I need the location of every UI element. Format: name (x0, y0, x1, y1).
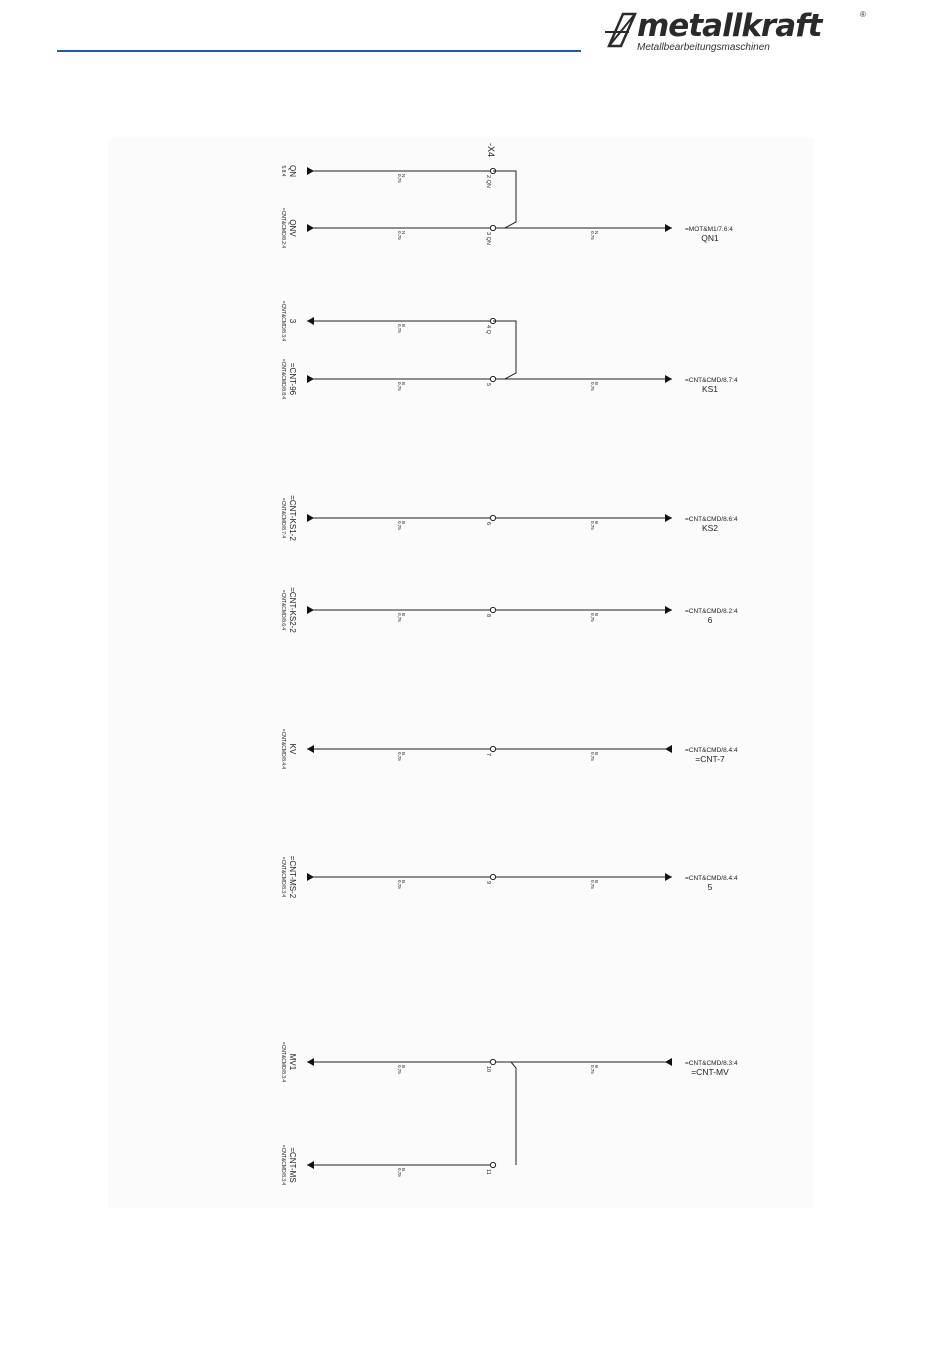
wire-color-right: B (594, 521, 599, 525)
source-ref: =CNT&CMD/8.3:4 (280, 856, 286, 898)
source-ref: 5.8:4 (280, 165, 286, 177)
source-label: =CNT-96 (288, 362, 297, 396)
terminal-node (490, 1162, 495, 1167)
source-ref: =CNT&CMD/8.2:4 (280, 207, 286, 249)
wire-color-left: B (401, 521, 406, 525)
terminal-number: 6 (485, 522, 491, 526)
wire-gauge-left: 0,75 (397, 1168, 402, 1177)
wire-color-right: B (594, 880, 599, 884)
wire-color-right: B (594, 1065, 599, 1069)
dest-label: KS2 (701, 523, 719, 533)
wire-color-left: B (401, 752, 406, 756)
terminal-node (490, 607, 495, 612)
source-label: MV1 (288, 1053, 297, 1071)
terminal-node (490, 746, 495, 751)
dest-ref: =CNT&CMD/8.2:4 (685, 608, 738, 615)
wire-gauge-left: 0,75 (397, 1065, 402, 1074)
wire-color-left: B (401, 324, 406, 328)
dest-label: QN1 (701, 233, 719, 243)
dest-ref: =CNT&CMD/8.7:4 (685, 377, 738, 384)
terminal-number: 4 Q (485, 325, 491, 334)
wire-gauge-right: 0,75 (590, 521, 595, 530)
source-ref: =CNT&CMD/8.8:4 (280, 358, 286, 400)
terminal-number: 2 QN (485, 175, 491, 188)
dest-label: KS1 (701, 384, 719, 394)
logo-registered-mark: ® (860, 10, 866, 19)
wire-gauge-left: 0,75 (397, 752, 402, 761)
dest-label: 6 (707, 615, 713, 625)
terminal-number: 5 (485, 383, 491, 387)
source-label: KV (288, 743, 297, 755)
dest-ref: =CNT&CMD/8.4:4 (685, 747, 738, 754)
terminal-node (490, 225, 495, 230)
wire-gauge-right: 0,75 (590, 1065, 595, 1074)
wire-color-left: N (401, 174, 406, 178)
wire-gauge-right: 0,75 (590, 231, 595, 240)
terminal-node (490, 874, 495, 879)
source-label: =CNT-KS2-2 (288, 587, 297, 633)
wire-color-left: B (401, 382, 406, 386)
wire-gauge-left: 0,75 (397, 880, 402, 889)
dest-ref: =CNT&CMD/8.6:4 (685, 516, 738, 523)
dest-label: =CNT-7 (695, 754, 725, 764)
terminal-number: 11 (485, 1169, 491, 1175)
terminal-number: 3 QN (485, 232, 491, 245)
logo-tagline: Metallbearbeitungsmaschinen (637, 42, 770, 53)
terminal-number: 9 (485, 881, 491, 885)
wire-gauge-right: 0,75 (590, 880, 595, 889)
wire-gauge-left: 0,75 (397, 382, 402, 391)
diagram-panel (108, 138, 814, 1208)
wire-color-right: N (594, 231, 599, 235)
wire-color-left: B (401, 880, 406, 884)
wire-color-left: B (401, 613, 406, 617)
wire-color-left: B (401, 1168, 406, 1172)
wire-gauge-left: 0,75 (397, 174, 402, 183)
source-ref: =CNT&CMD/8.6:4 (280, 589, 286, 631)
source-label: =CNT-KS1-2 (288, 495, 297, 541)
wire-color-right: B (594, 613, 599, 617)
dest-label: =CNT-MV (691, 1067, 729, 1077)
dest-ref: =CNT&CMD/8.4:4 (685, 875, 738, 882)
wire-color-left: B (401, 1065, 406, 1069)
terminal-number: 8 (485, 614, 491, 618)
dest-ref: =MOT&M1/7.6:4 (685, 226, 733, 233)
wire-color-left: N (401, 231, 406, 235)
wire-gauge-left: 0,75 (397, 324, 402, 333)
source-ref: =CNT&CMD/8.3:4 (280, 1144, 286, 1186)
terminal-node (490, 515, 495, 520)
terminal-node (490, 376, 495, 381)
source-label: QNV (288, 219, 297, 237)
wire-color-right: B (594, 382, 599, 386)
wire-gauge-left: 0,75 (397, 521, 402, 530)
wire-gauge-right: 0,75 (590, 752, 595, 761)
terminal-block-label: -X4 (486, 142, 496, 158)
logo-wordmark: metallkraft (637, 8, 822, 44)
terminal-number: 7 (485, 753, 491, 757)
source-label: QN (288, 165, 297, 177)
wire-gauge-left: 0,75 (397, 613, 402, 622)
source-label: 3 (288, 318, 297, 324)
wire-gauge-right: 0,75 (590, 382, 595, 391)
wire-gauge-left: 0,75 (397, 231, 402, 240)
source-label: =CNT-MS (288, 1147, 297, 1183)
source-ref: =CNT&CMD/8.7:4 (280, 497, 286, 539)
terminal-node (490, 1059, 495, 1064)
source-label: =CNT-MS-2 (288, 855, 297, 899)
wire-color-right: B (594, 752, 599, 756)
source-ref: =CNT&CMD/8.3:4 (280, 1041, 286, 1083)
dest-label: 5 (707, 882, 713, 892)
wire-gauge-right: 0,75 (590, 613, 595, 622)
dest-ref: =CNT&CMD/8.3:4 (685, 1060, 738, 1067)
source-ref: =CNT&CMD/8.3:4 (280, 300, 286, 342)
terminal-number: 10 (485, 1066, 491, 1073)
source-ref: =CNT&CMD/8.4:4 (280, 728, 286, 770)
